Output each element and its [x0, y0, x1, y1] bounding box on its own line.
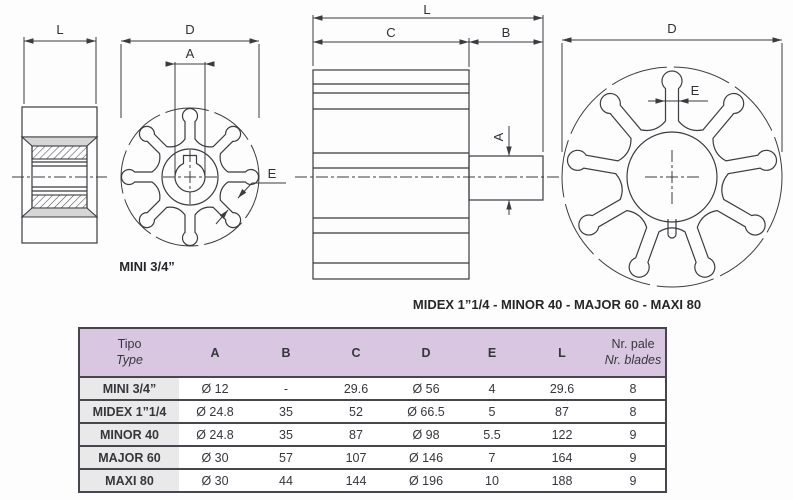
spec-table [78, 327, 667, 493]
dim-label-d-large: D [667, 21, 677, 36]
cell-e: 4 [461, 377, 523, 400]
arrowhead [205, 61, 215, 66]
hub-chamfer-top [22, 137, 97, 146]
cell-l: 87 [523, 400, 601, 423]
arrowhead [506, 147, 511, 157]
hub-section-bottom [32, 195, 87, 208]
arrowhead [460, 39, 470, 44]
cell-l: 188 [523, 469, 601, 492]
arrowhead [250, 38, 260, 43]
cell-b: - [251, 377, 321, 400]
cell-blades: 9 [601, 469, 666, 492]
header-tipo: Tipo [117, 336, 142, 351]
cell-d: Ø 66.5 [391, 400, 461, 423]
cell-c: 87 [321, 423, 391, 446]
arrowhead [534, 39, 544, 44]
cell-c: 29.6 [321, 377, 391, 400]
dim-label-a-mini: A [185, 46, 195, 61]
cell-e: 5.5 [461, 423, 523, 446]
cell-a: Ø 30 [179, 469, 251, 492]
mini-impeller-drawing [121, 22, 286, 246]
row-name: MINOR 40 [79, 423, 179, 446]
cell-b: 57 [251, 446, 321, 469]
cell-a: Ø 24.8 [179, 423, 251, 446]
cell-a: Ø 24.8 [179, 400, 251, 423]
cell-d: Ø 196 [391, 469, 461, 492]
table-row-midex [79, 400, 666, 423]
arrowhead [24, 38, 34, 43]
dimension-arrowheads [24, 15, 782, 219]
dim-label-c: C [386, 25, 396, 40]
cell-c: 107 [321, 446, 391, 469]
row-name: MIDEX 1”1/4 [79, 400, 179, 423]
arrowhead [506, 200, 511, 210]
dim-label-e-large: E [690, 83, 700, 98]
table-row-major [79, 446, 666, 469]
caption-mini: MINI 3/4” [119, 259, 175, 274]
arrowhead [87, 38, 97, 43]
dim-label-l-large: L [423, 2, 431, 17]
cell-c: 144 [321, 469, 391, 492]
hub-chamfer-bottom [22, 208, 97, 217]
cell-a: Ø 12 [179, 377, 251, 400]
header-col-b: B [251, 328, 321, 377]
cell-blades: 9 [601, 423, 666, 446]
header-nr-blades-en: Nr. blades [604, 352, 662, 367]
arrowhead [679, 98, 689, 103]
cell-b: 35 [251, 423, 321, 446]
cell-l: 29.6 [523, 377, 601, 400]
header-col-d: D [391, 328, 461, 377]
cell-d: Ø 98 [391, 423, 461, 446]
header-nr-pale: Nr. pale [611, 336, 655, 351]
header-type: Type [116, 352, 143, 367]
cell-b: 35 [251, 400, 321, 423]
cell-l: 164 [523, 446, 601, 469]
mini-side-view [12, 22, 107, 243]
dim-label-l-mini: L [56, 22, 64, 37]
header-row [79, 328, 666, 377]
arrowhead [469, 39, 479, 44]
hub-section-top [32, 146, 87, 159]
cell-blades: 8 [601, 377, 666, 400]
header-col-c: C [321, 328, 391, 377]
header-col-a: A [179, 328, 251, 377]
cell-a: Ø 30 [179, 446, 251, 469]
shaft [469, 156, 543, 200]
dim-label-e-mini: E [267, 166, 277, 181]
cell-blades: 9 [601, 446, 666, 469]
table-row-minor [79, 423, 666, 446]
cell-blades: 8 [601, 400, 666, 423]
row-name: MINI 3/4” [79, 377, 179, 400]
dim-label-a-shaft: A [491, 132, 506, 142]
arrowhead [313, 15, 323, 20]
arrowhead [773, 37, 783, 42]
large-impeller-drawing [562, 21, 782, 287]
cell-c: 52 [321, 400, 391, 423]
header-tipo-type [79, 328, 179, 377]
table-row-mini [79, 377, 666, 400]
caption-large: MIDEX 1”1/4 - MINOR 40 - MAJOR 60 - MAXI 80 [412, 297, 702, 312]
cell-b: 44 [251, 469, 321, 492]
cell-e: 5 [461, 400, 523, 423]
cell-d: Ø 56 [391, 377, 461, 400]
arrowhead [562, 37, 572, 42]
header-col-e: E [461, 328, 523, 377]
row-name: MAJOR 60 [79, 446, 179, 469]
dim-label-d-mini: D [185, 22, 195, 37]
table-row-maxi [79, 469, 666, 492]
arrowhead [656, 98, 666, 103]
cell-e: 10 [461, 469, 523, 492]
arrowhead [313, 39, 323, 44]
cell-d: Ø 146 [391, 446, 461, 469]
header-nr-blades [601, 328, 666, 377]
dim-label-b: B [501, 25, 511, 40]
arrowhead [121, 38, 131, 43]
header-col-l: L [523, 328, 601, 377]
arrowhead [166, 61, 176, 66]
cell-l: 122 [523, 423, 601, 446]
large-side-view [295, 2, 560, 279]
cell-e: 7 [461, 446, 523, 469]
row-name: MAXI 80 [79, 469, 179, 492]
arrowhead [534, 15, 544, 20]
